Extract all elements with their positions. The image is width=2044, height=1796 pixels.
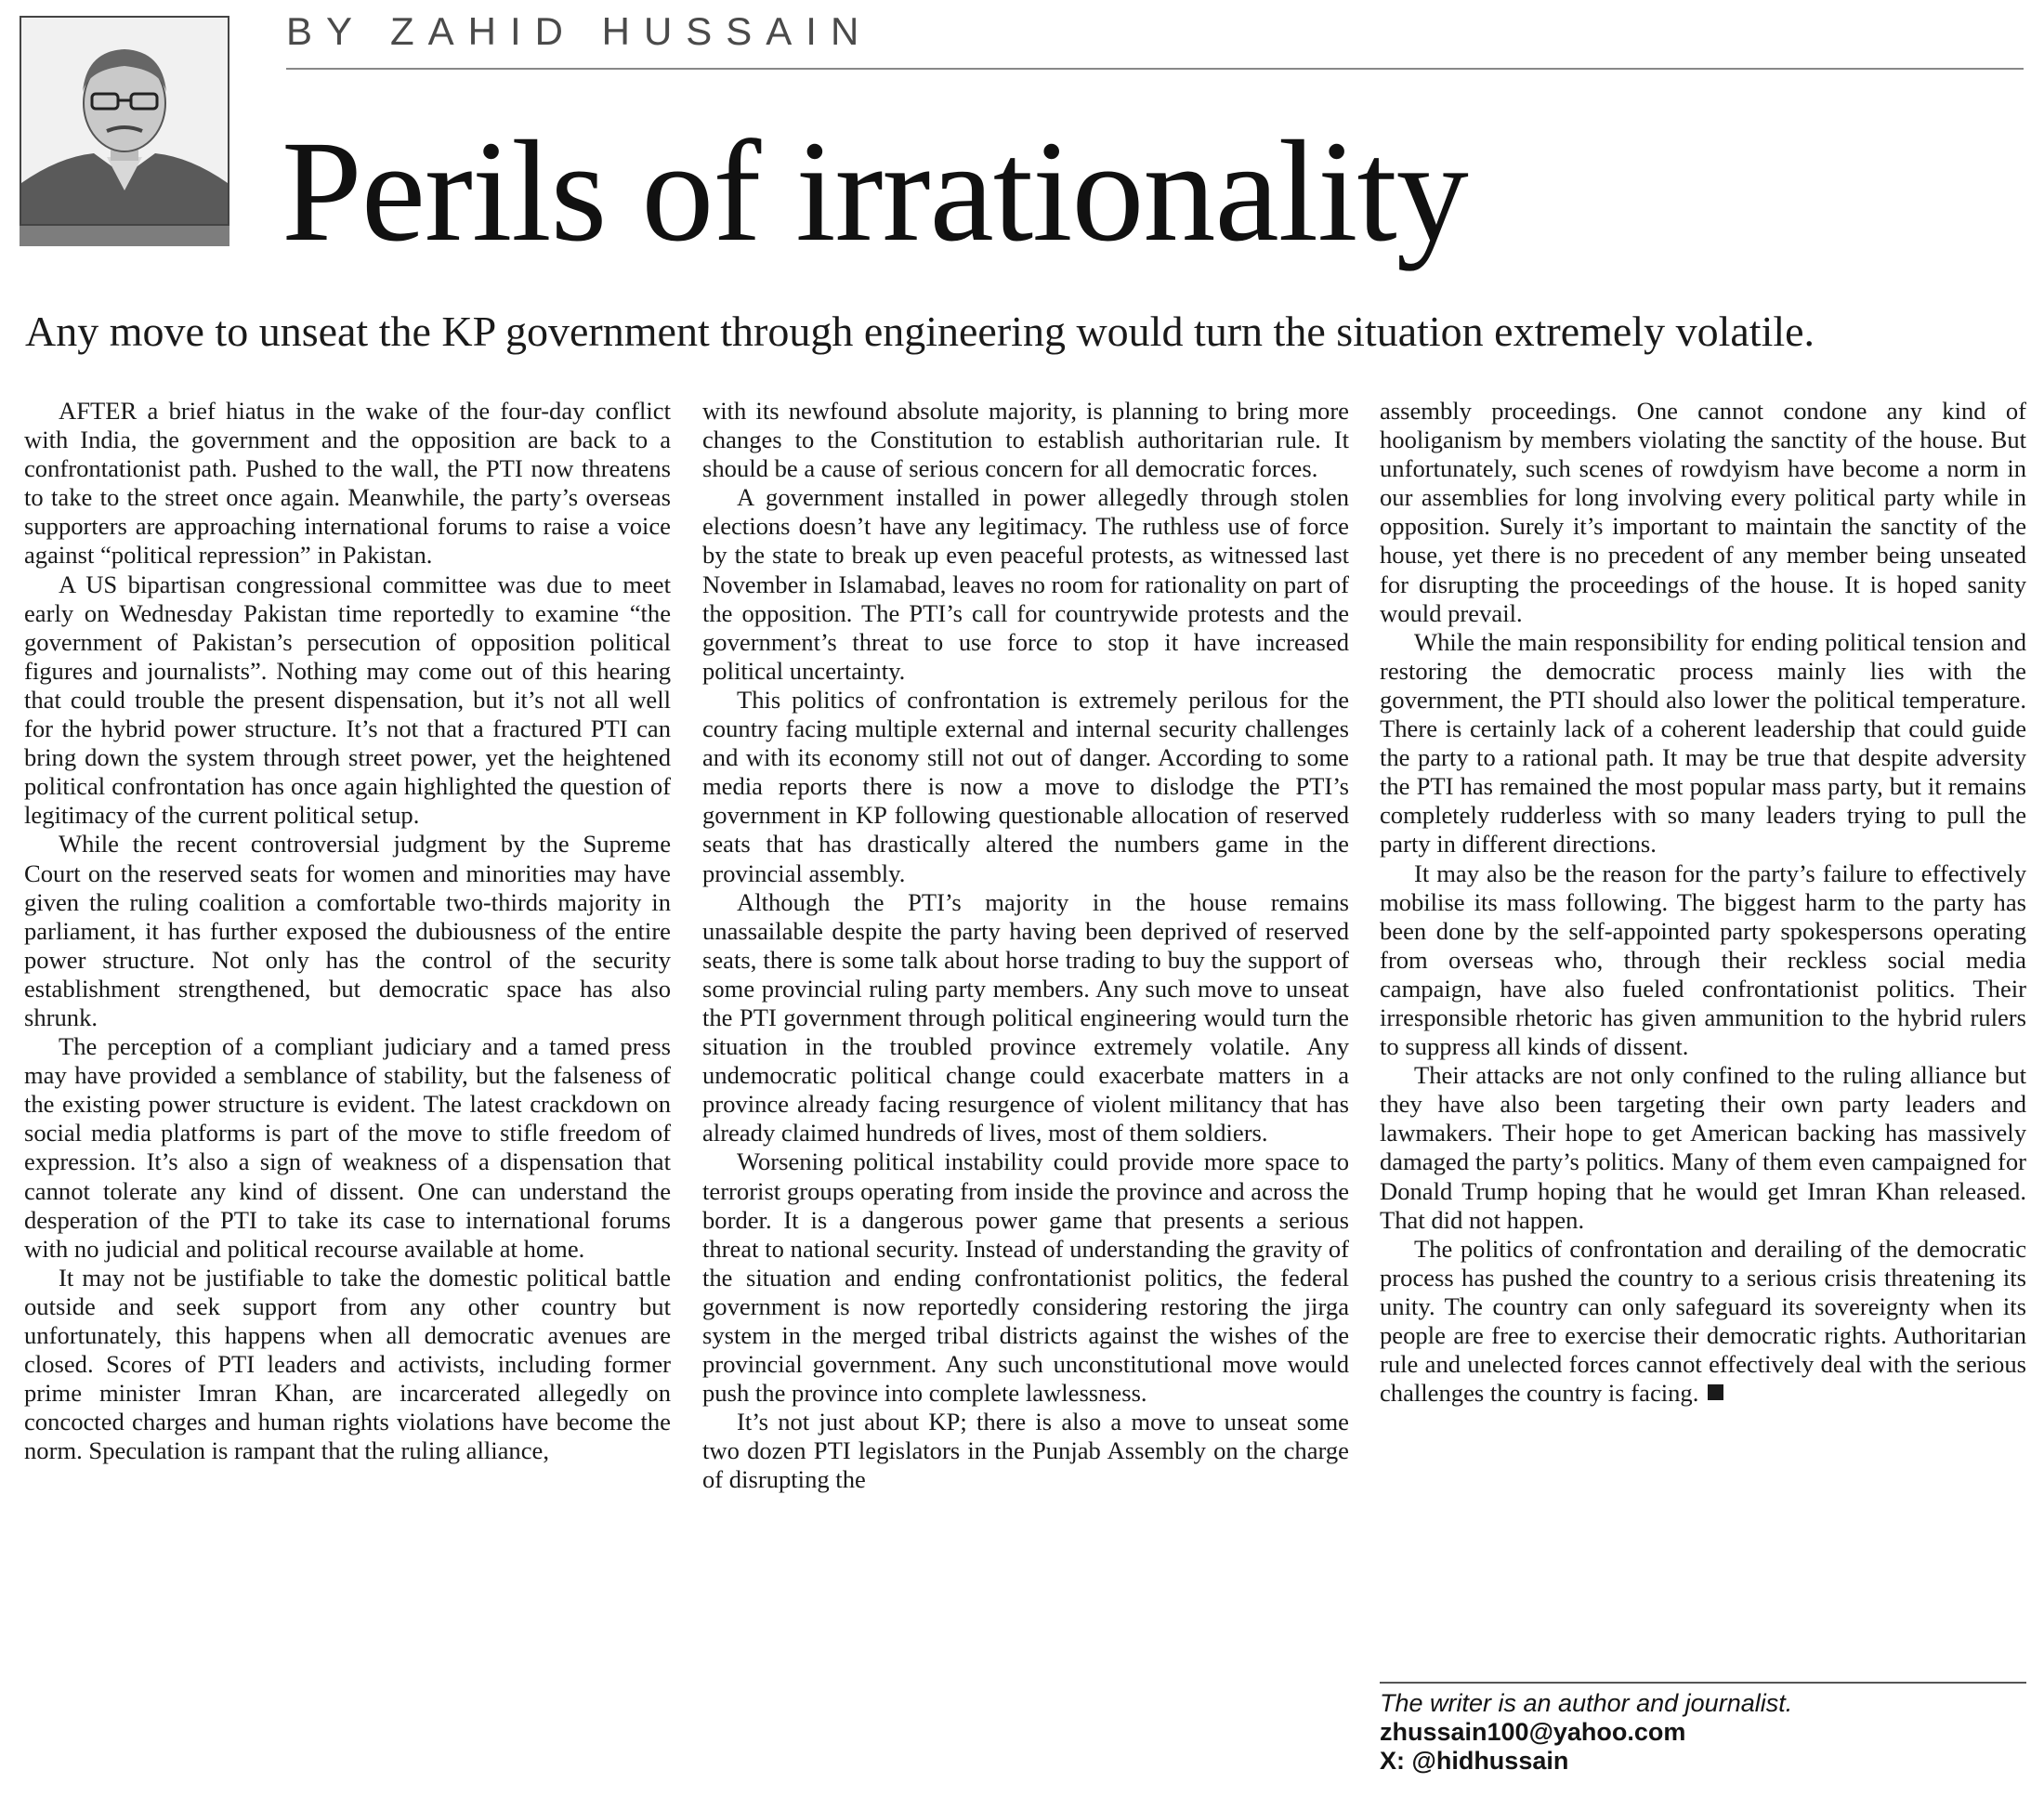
paragraph: with its newfound absolute majority, is planning to bring more changes to the Constitution to establish authoritarian rule. It should be a cause of serious concern for all democratic forces. [702, 397, 1349, 483]
end-mark-icon [1708, 1384, 1723, 1400]
article-column-2 [702, 397, 1349, 1495]
byline-divider [286, 68, 2024, 70]
footer-divider [1380, 1682, 2026, 1684]
author-twitter: X: @hidhussain [1380, 1747, 1569, 1775]
photo-caption-bar [20, 226, 229, 246]
final-paragraph [1380, 1235, 2026, 1409]
standfirst: Any move to unseat the KP government through engineering would turn the situation extremely volatile. [25, 308, 1815, 355]
author-portrait-icon [21, 18, 228, 224]
paragraph: While the main responsibility for ending political tension and restoring the democratic process mainly lies with the government, the PTI should also lower the political temperature. There is certainly lack of a coherent leadership that could guide the party to a rational path. It may be true that despite adversity the PTI has remained the most popular mass party, but it remains completely rudderless with so many leaders trying to pull the party in different directions. [1380, 627, 2026, 859]
headline: Perils of irrationality [282, 111, 1468, 271]
paragraph: It may not be justifiable to take the domestic political battle outside and seek support from any other country but unfortunately, this happens when all democratic avenues are closed. Scores of PTI leaders and activists, including former prime minister Imran Khan, are incarcerated allegedly on concocted charges and human rights violations have become the norm. Speculation is rampant that the ruling alliance, [24, 1263, 671, 1465]
paragraph: It may also be the reason for the party’s failure to effectively mobilise its mass following. The biggest harm to the party has been done by the self-appointed party spokespersons operating from overseas who, through their reckless social media campaign, have also fueled confrontationist politics. Their irresponsible rhetoric has given ammunition to the hybrid rulers to suppress all kinds of dissent. [1380, 859, 2026, 1061]
paragraph: AFTER a brief hiatus in the wake of the four-day conflict with India, the government and the opposition are back to a confrontationist path. Pushed to the wall, the PTI now threatens to take to the street once again. Meanwhile, the party’s overseas supporters are approaching international forums to raise a voice against “political repression” in Pakistan. [24, 397, 671, 570]
paragraph: It’s not just about KP; there is also a move to unseat some two dozen PTI legislators in the Punjab Assembly on the charge of disrupting the [702, 1408, 1349, 1494]
paragraph: A government installed in power allegedly through stolen elections doesn’t have any legitimacy. The ruthless use of force by the state to break up even peaceful protests, as witnessed last November in Islamabad, leaves no room for rationality on part of the opposition. The PTI’s call for countrywide protests and the government’s threat to use force to stop it have increased political uncertainty. [702, 483, 1349, 685]
paragraph: Although the PTI’s majority in the house remains unassailable despite the party having been deprived of reserved seats, there is some talk about horse trading to buy the support of some provincial ruling party members. Any such move to unseat the PTI government through political engineering would turn the situation in the troubled province extremely volatile. Any undemocratic political change could exacerbate matters in a province already facing resurgence of violent militancy that has already claimed hundreds of lives, most of them soldiers. [702, 887, 1349, 1147]
paragraph: Worsening political instability could provide more space to terrorist groups operating from inside the province and across the border. It is a dangerous power game that presents a serious threat to national security. Instead of understanding the gravity of the situation and ending confrontationist politics, the federal government is now reportedly considering restoring the jirga system in the merged tribal districts against the wishes of the provincial government. Any such unconstitutional move would push the province into complete lawlessness. [702, 1147, 1349, 1408]
author-footer [1380, 1689, 1792, 1776]
paragraph-text: The politics of confrontation and derailing of the democratic process has pushed the country to a serious crisis threatening its unity. The country can only safeguard its sovereignty when its people are free to exercise their democratic rights. Authoritarian rule and unelected forces cannot effectively deal with the serious challenges the country is facing. [1380, 1234, 2026, 1408]
paragraph: While the recent controversial judgment by the Supreme Court on the reserved seats for women and minorities may have given the ruling coalition a comfortable two-thirds majority in parliament, it has further exposed the dubiousness of the entire power structure. Not only has the control of the security establishment strengthened, but democratic space has also shrunk. [24, 830, 671, 1031]
article-column-3 [1380, 397, 2026, 1408]
paragraph: A US bipartisan congressional committee was due to meet early on Wednesday Pakistan time reportedly to examine “the government of Pakistan’s persecution of opposition political figures and journalists”. Nothing may come out of this hearing that could trouble the present dispensation, but it’s not all well for the hybrid power structure. It’s not that a fractured PTI can bring down the system through street power, yet the heightened political confrontation has once again highlighted the question of legitimacy of the current political setup. [24, 570, 671, 830]
author-email: zhussain100@yahoo.com [1380, 1718, 1686, 1746]
paragraph: The perception of a compliant judiciary and a tamed press may have provided a semblance of stability, but the falseness of the existing power structure is evident. The latest crackdown on social media platforms is part of the move to stifle freedom of expression. It’s also a sign of weakness of a dispensation that cannot tolerate any kind of dissent. One can understand the desperation of the PTI to take its case to international forums with no judicial and political recourse available at home. [24, 1032, 671, 1263]
author-photo [20, 16, 229, 226]
paragraph: This politics of confrontation is extremely perilous for the country facing multiple external and internal security challenges and with its economy still not out of danger. According to some media reports there is now a move to dislodge the PTI’s government in KP following questionable allocation of reserved seats that has drastically altered the numbers game in the provincial assembly. [702, 685, 1349, 887]
paragraph: assembly proceedings. One cannot condone any kind of hooliganism by members violating the sanctity of the house. But unfortunately, such scenes of rowdyism have become a norm in our assemblies for long involving every political party while in opposition. Surely it’s important to maintain the sanctity of the house, yet there is no precedent of any member being unseated for disrupting the proceedings of the house. It is hoped sanity would prevail. [1380, 397, 2026, 627]
byline: BY ZAHID HUSSAIN [286, 9, 873, 53]
article-column-1 [24, 397, 671, 1465]
paragraph: Their attacks are not only confined to the ruling alliance but they have also been targeting their own party leaders and lawmakers. Their hope to get American backing has massively damaged the party’s politics. Many of them even campaigned for Donald Trump hoping that he would get Imran Khan released. That did not happen. [1380, 1061, 2026, 1234]
author-note: The writer is an author and journalist. [1380, 1689, 1793, 1717]
